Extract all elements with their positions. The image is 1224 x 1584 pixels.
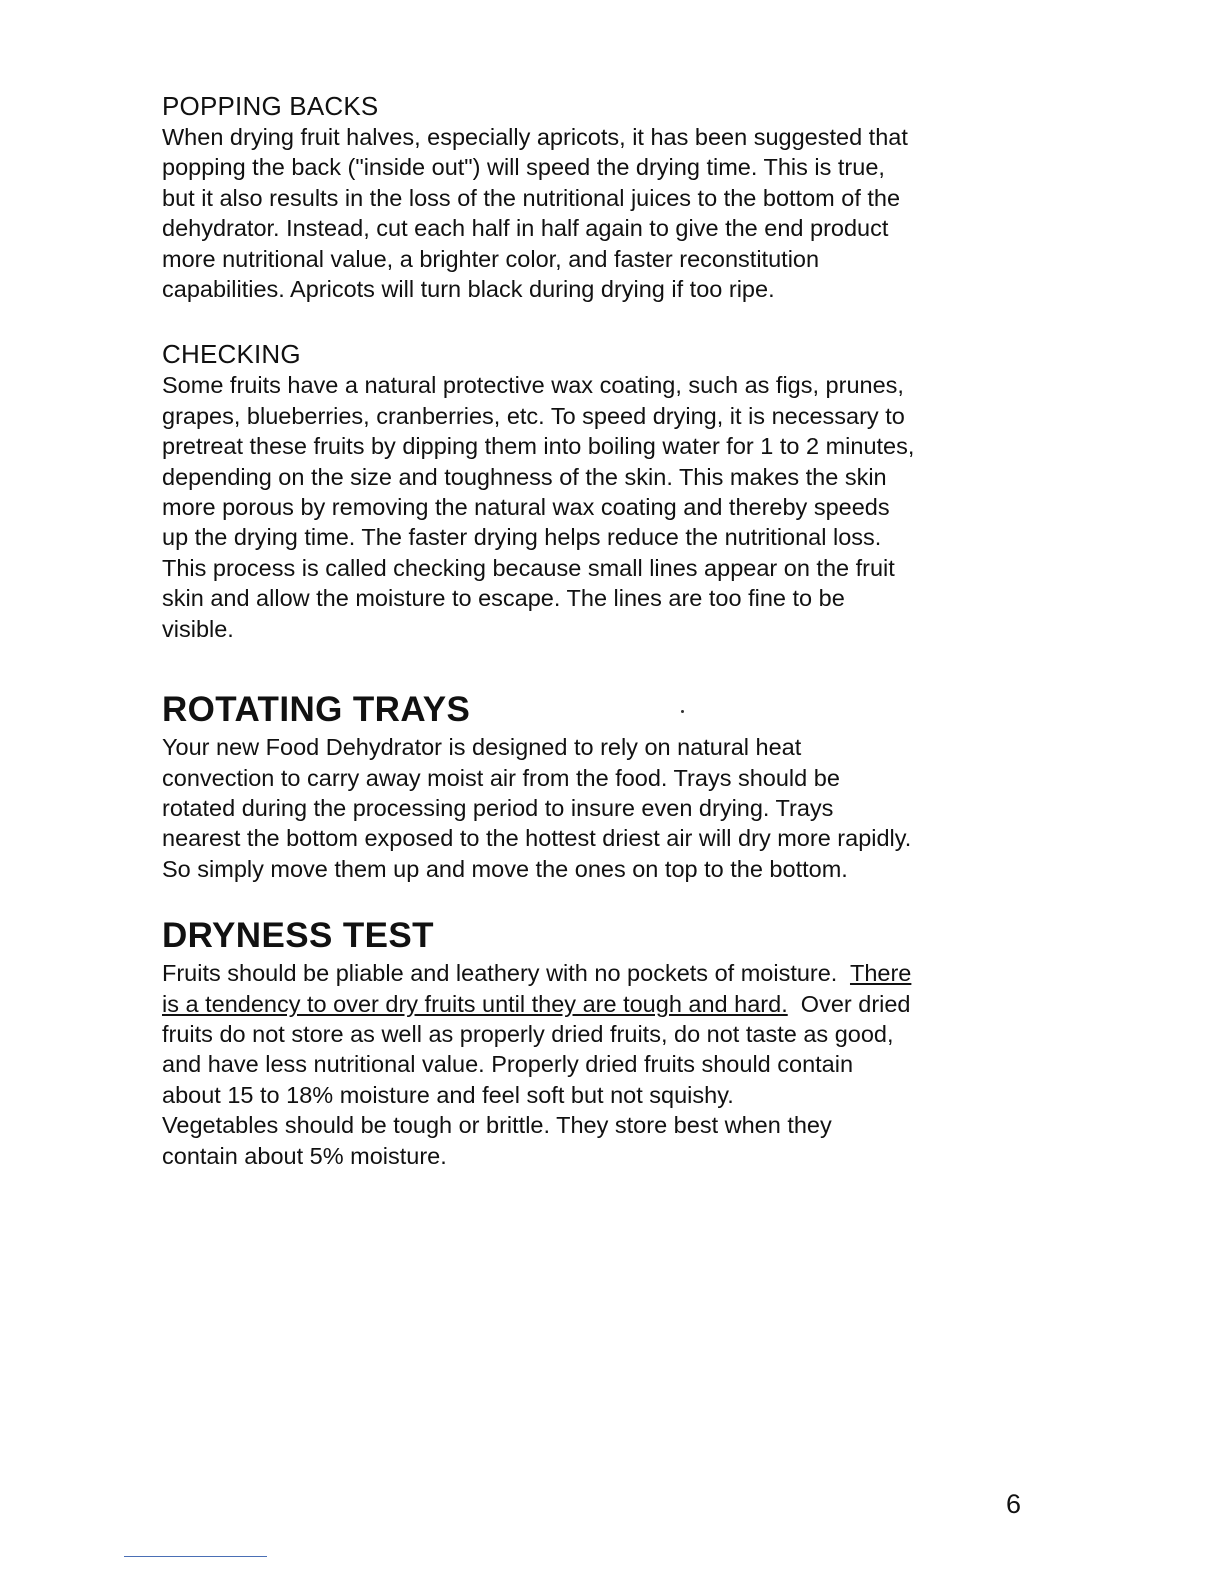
text-line: dehydrator. Instead, cut each half in half again to give the end product [162, 215, 889, 242]
section-heading-dryness-test: DRYNESS TEST [162, 916, 434, 956]
text-line: So simply move them up and move the ones on top to the bottom. [162, 855, 848, 882]
text-line: skin and allow the moisture to escape. The lines are too fine to be [162, 585, 845, 612]
section-heading-checking: CHECKING [162, 339, 301, 370]
text-line: convection to carry away moist air from the food. Trays should be [162, 764, 840, 791]
section-heading-rotating-trays: ROTATING TRAYS [162, 690, 471, 730]
text-fragment: Over dried [787, 990, 911, 1017]
text-line: pretreat these fruits by dipping them into boiling water for 1 to 2 minutes, [162, 433, 915, 460]
section-popping-backs [162, 90, 1032, 304]
page-number: 6 [1006, 1489, 1022, 1519]
text-line: When drying fruit halves, especially apricots, it has been suggested that [162, 124, 908, 150]
underlined-text: There [849, 960, 912, 987]
text-line: depending on the size and toughness of the skin. This makes the skin [162, 463, 887, 490]
text-line: nearest the bottom exposed to the hottest driest air will dry more rapidly. [162, 825, 912, 852]
paragraph-dryness-test [162, 958, 1032, 1171]
text-line: more nutritional value, a brighter color, and faster reconstitution [162, 245, 820, 272]
text-line: Vegetables should be tough or brittle. They store best when they [162, 1112, 832, 1139]
underlined-text: is a tendency to over dry fruits until they are tough and hard. [162, 990, 788, 1017]
text-line: fruits do not store as well as properly dried fruits, do not taste as good, [162, 1020, 894, 1047]
text-line: Some fruits have a natural protective wax coating, such as figs, prunes, [162, 372, 904, 399]
section-checking [162, 338, 1032, 644]
text-line: and have less nutritional value. Properly dried fruits should contain [162, 1051, 854, 1078]
text-line: more porous by removing the natural wax coating and thereby speeds [162, 494, 890, 521]
text-fragment: Fruits should be pliable and leathery with no pockets of moisture. [162, 960, 850, 987]
text-line: Your new Food Dehydrator is designed to rely on natural heat [162, 734, 802, 761]
text-line: This process is called checking because small lines appear on the fruit [162, 554, 895, 581]
paragraph-checking [162, 370, 1032, 644]
text-line: capabilities. Apricots will turn black during drying if too ripe. [162, 276, 775, 303]
footer-rule [124, 1556, 267, 1557]
section-rotating-trays [162, 688, 1032, 884]
text-line: visible. [162, 615, 234, 642]
text-line: rotated during the processing period to insure even drying. Trays [162, 794, 834, 821]
section-dryness-test [162, 914, 1032, 1171]
scan-speck [681, 710, 684, 713]
text-line: about 15 to 18% moisture and feel soft but not squishy. [162, 1081, 734, 1108]
text-line: up the drying time. The faster drying helps reduce the nutritional loss. [162, 524, 882, 551]
paragraph-rotating-trays [162, 732, 1032, 884]
text-line: popping the back ("inside out") will speed the drying time. This is true, [162, 154, 885, 181]
text-line: but it also results in the loss of the nutritional juices to the bottom of the [162, 184, 901, 211]
text-line: grapes, blueberries, cranberries, etc. To speed drying, it is necessary to [162, 402, 905, 429]
text-line: contain about 5% moisture. [162, 1142, 447, 1169]
paragraph-popping-backs [162, 122, 1032, 304]
section-heading-popping-backs: POPPING BACKS [162, 91, 379, 121]
document-page [162, 90, 1032, 1201]
